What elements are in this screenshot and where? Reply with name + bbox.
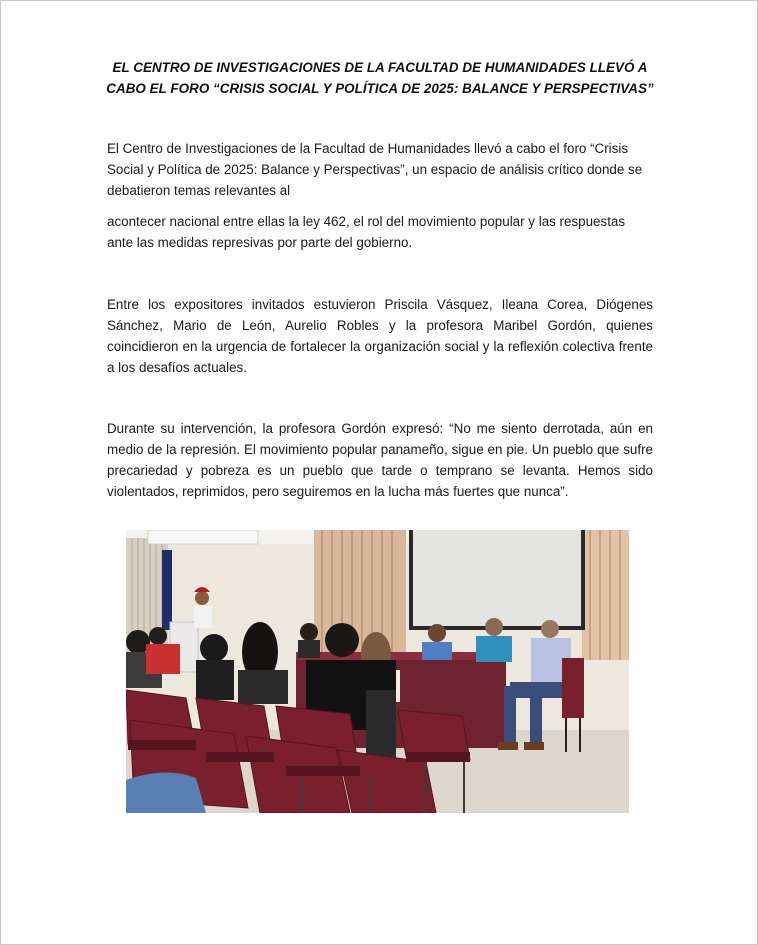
paragraph-quote: Durante su intervención, la profesora Gordón expresó: “No me siento derrotada, aún en medio de la represión. El movimiento popular panameño, sigue en pie. Un pueblo que sufre precariedad y pobreza es un pueblo que tarde o temprano se levanta. Hemos sido violentados, reprimidos, pero seguiremos en la lucha más fuertes que nunca”. [107,421,653,499]
forum-photo [126,530,629,813]
forum-photo-illustration [126,530,629,813]
article-title: EL CENTRO DE INVESTIGACIONES DE LA FACULTAD DE HUMANIDADES LLEVÓ A CABO EL FORO “CRISIS SOCIAL Y POLÍTICA DE 2025: BALANCE Y PERSPECTIVAS” [106,60,654,96]
paragraph-topics: acontecer nacional entre ellas la ley 462, el rol del movimiento popular y las respuestas ante las medidas represivas por parte del gobierno. [107,214,626,250]
paragraph-speakers: Entre los expositores invitados estuvieron Priscila Vásquez, Ileana Corea, Diógenes Sánchez, Mario de León, Aurelio Robles y la profesora Maribel Gordón, quienes coincidieron en la urgencia de fortalecer la organización social y la reflexión colectiva frente a los desafíos actuales. [107,297,653,375]
paragraph-intro: El Centro de Investigaciones de la Facultad de Humanidades llevó a cabo el foro “Crisis Social y Política de 2025: Balance y Perspectivas”, un espacio de análisis crítico donde se debatieron temas relevantes al [107,141,643,198]
